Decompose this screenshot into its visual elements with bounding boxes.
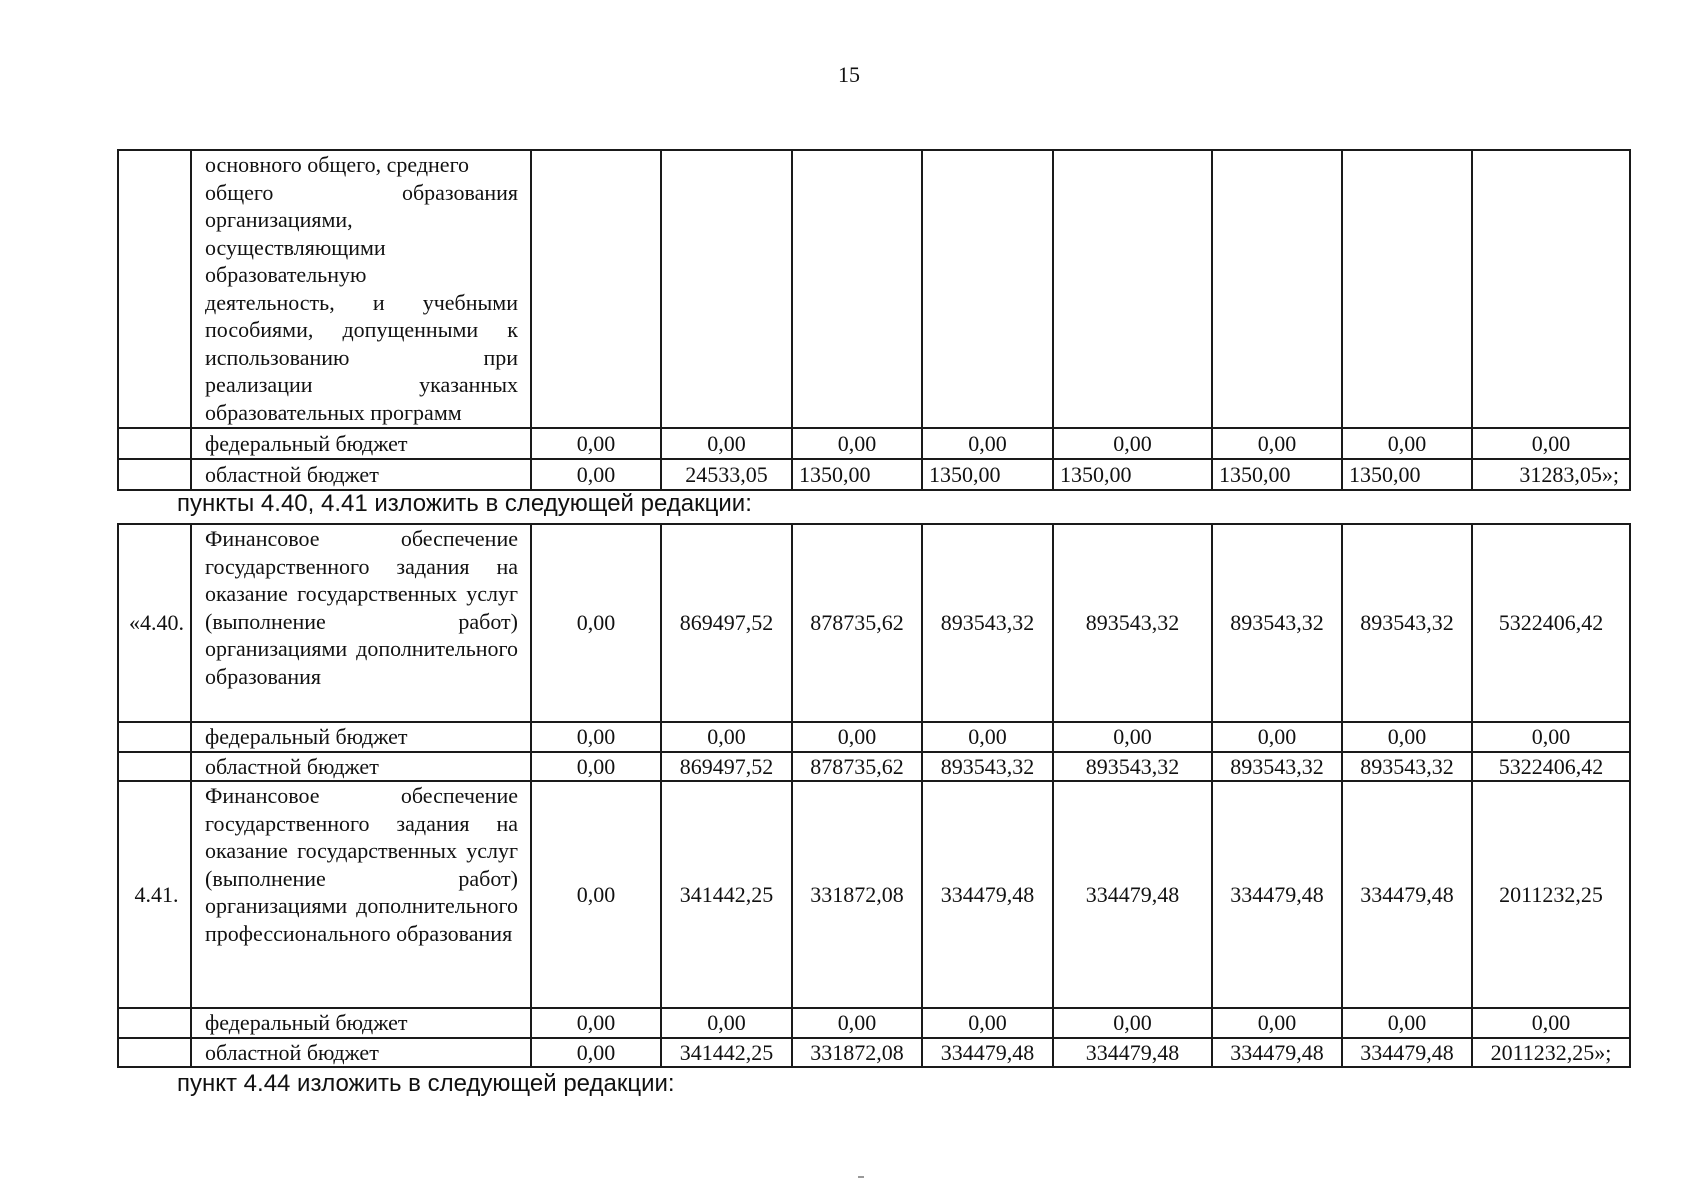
value-cell: 1350,00 xyxy=(922,459,1053,490)
value-cell: 0,00 xyxy=(1472,722,1630,752)
value-cell: 334479,48 xyxy=(1212,781,1342,1008)
value-cell xyxy=(661,150,792,428)
value-cell: 2011232,25»; xyxy=(1472,1038,1630,1068)
value-cell: 0,00 xyxy=(531,722,661,752)
value-cell: 0,00 xyxy=(1342,428,1472,459)
table-row xyxy=(118,752,1630,782)
value-cell: 893543,32 xyxy=(1342,752,1472,782)
item-description xyxy=(191,150,531,428)
value-cell: 893543,32 xyxy=(922,524,1053,722)
desc-line: основного общего, среднего xyxy=(205,152,470,177)
value-cell: 0,00 xyxy=(792,1008,922,1038)
value-cell: 0,00 xyxy=(1472,428,1630,459)
value-cell: 5322406,42 xyxy=(1472,524,1630,722)
value-cell xyxy=(531,150,661,428)
table-row xyxy=(118,781,1630,1008)
value-cell: 334479,48 xyxy=(1342,1038,1472,1068)
table-row xyxy=(118,459,1630,490)
value-cell: 878735,62 xyxy=(792,524,922,722)
value-cell: 1350,00 xyxy=(792,459,922,490)
value-cell: 869497,52 xyxy=(661,524,792,722)
table-row xyxy=(118,1038,1630,1068)
value-cell: 893543,32 xyxy=(1212,752,1342,782)
value-cell: 0,00 xyxy=(792,428,922,459)
budget-table-items xyxy=(117,523,1631,1068)
value-cell: 0,00 xyxy=(661,1008,792,1038)
value-cell xyxy=(1212,150,1342,428)
budget-label: областной бюджет xyxy=(191,459,531,490)
row-number-cell xyxy=(118,752,191,782)
value-cell: 0,00 xyxy=(1053,428,1212,459)
value-cell xyxy=(1472,150,1630,428)
row-number-cell xyxy=(118,428,191,459)
item-description: Финансовое обеспечение государственного задания на оказание государственных услуг (выполнение работ) организациями дополнительного образования xyxy=(191,524,531,722)
value-cell: 0,00 xyxy=(531,428,661,459)
item-description: Финансовое обеспечение государственного задания на оказание государственных услуг (выполнение работ) организациями дополнительного профессионального образования xyxy=(191,781,531,1008)
desc-line: организациями, xyxy=(205,207,353,232)
desc-line: общего образования xyxy=(205,179,518,205)
value-cell: 0,00 xyxy=(922,428,1053,459)
scan-speck xyxy=(858,1176,864,1178)
value-cell: 0,00 xyxy=(1212,428,1342,459)
value-cell: 893543,32 xyxy=(1212,524,1342,722)
value-cell: 334479,48 xyxy=(1342,781,1472,1008)
row-number-cell xyxy=(118,459,191,490)
value-cell xyxy=(1053,150,1212,428)
value-cell: 341442,25 xyxy=(661,781,792,1008)
value-cell: 334479,48 xyxy=(922,1038,1053,1068)
desc-line: деятельность, и учебными xyxy=(205,289,518,315)
value-cell: 334479,48 xyxy=(1053,781,1212,1008)
desc-line: использованию при xyxy=(205,344,518,370)
value-cell: 878735,62 xyxy=(792,752,922,782)
value-cell: 893543,32 xyxy=(1342,524,1472,722)
desc-line: реализации указанных xyxy=(205,372,518,397)
value-cell: 1350,00 xyxy=(1053,459,1212,490)
row-number-cell xyxy=(118,1038,191,1068)
page-number: 15 xyxy=(838,62,860,87)
table-row xyxy=(118,150,1630,428)
desc-line: образовательную xyxy=(205,262,367,287)
instruction-text: пункты 4.40, 4.41 изложить в следующей редакции: xyxy=(177,490,752,517)
desc-line: образовательных программ xyxy=(205,399,462,425)
value-cell: 893543,32 xyxy=(1053,752,1212,782)
value-cell: 0,00 xyxy=(1342,722,1472,752)
row-number-cell xyxy=(118,150,191,428)
budget-table-continued xyxy=(117,149,1631,491)
value-cell: 331872,08 xyxy=(792,781,922,1008)
instruction-text: пункт 4.44 изложить в следующей редакции: xyxy=(177,1070,675,1097)
value-cell: 1350,00 xyxy=(1342,459,1472,490)
value-cell: 893543,32 xyxy=(922,752,1053,782)
item-number: «4.40. xyxy=(118,524,191,722)
value-cell: 31283,05»; xyxy=(1472,459,1630,490)
table-row xyxy=(118,524,1630,722)
table-row xyxy=(118,1008,1630,1038)
value-cell: 0,00 xyxy=(922,1008,1053,1038)
value-cell: 341442,25 xyxy=(661,1038,792,1068)
value-cell: 0,00 xyxy=(531,1008,661,1038)
value-cell: 0,00 xyxy=(1212,722,1342,752)
item-number: 4.41. xyxy=(118,781,191,1008)
value-cell: 0,00 xyxy=(661,722,792,752)
value-cell: 334479,48 xyxy=(1053,1038,1212,1068)
value-cell: 0,00 xyxy=(1472,1008,1630,1038)
table-row xyxy=(118,722,1630,752)
desc-line: осуществляющими xyxy=(205,234,386,260)
budget-label: федеральный бюджет xyxy=(191,722,531,752)
value-cell xyxy=(1342,150,1472,428)
value-cell: 0,00 xyxy=(531,524,661,722)
budget-label: областной бюджет xyxy=(191,1038,531,1068)
table-row xyxy=(118,428,1630,459)
value-cell: 2011232,25 xyxy=(1472,781,1630,1008)
value-cell: 0,00 xyxy=(922,722,1053,752)
value-cell: 0,00 xyxy=(1053,722,1212,752)
budget-label: областной бюджет xyxy=(191,752,531,782)
value-cell: 0,00 xyxy=(531,752,661,782)
budget-label: федеральный бюджет xyxy=(191,428,531,459)
row-number-cell xyxy=(118,722,191,752)
value-cell: 0,00 xyxy=(1053,1008,1212,1038)
value-cell: 0,00 xyxy=(1212,1008,1342,1038)
value-cell: 0,00 xyxy=(531,781,661,1008)
value-cell: 0,00 xyxy=(661,428,792,459)
value-cell: 24533,05 xyxy=(661,459,792,490)
value-cell: 334479,48 xyxy=(922,781,1053,1008)
row-number-cell xyxy=(118,1008,191,1038)
value-cell: 0,00 xyxy=(1342,1008,1472,1038)
value-cell: 869497,52 xyxy=(661,752,792,782)
value-cell: 0,00 xyxy=(792,722,922,752)
value-cell: 1350,00 xyxy=(1212,459,1342,490)
budget-label: федеральный бюджет xyxy=(191,1008,531,1038)
value-cell xyxy=(922,150,1053,428)
value-cell: 0,00 xyxy=(531,1038,661,1068)
value-cell: 5322406,42 xyxy=(1472,752,1630,782)
value-cell: 0,00 xyxy=(531,459,661,490)
value-cell: 893543,32 xyxy=(1053,524,1212,722)
desc-line: пособиями, допущенными к xyxy=(205,317,518,342)
value-cell: 334479,48 xyxy=(1212,1038,1342,1068)
value-cell xyxy=(792,150,922,428)
value-cell: 331872,08 xyxy=(792,1038,922,1068)
